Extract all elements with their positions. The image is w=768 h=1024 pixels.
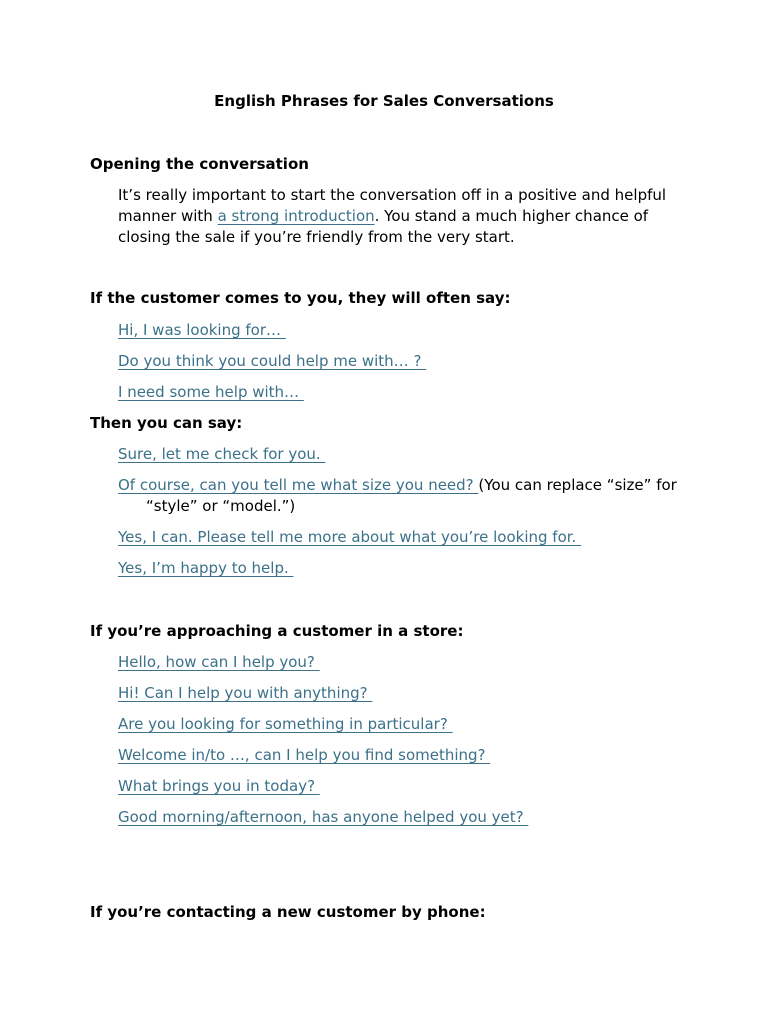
phrase-link[interactable]: Good morning/afternoon, has anyone helped you yet? (118, 808, 529, 826)
phrase-item (118, 714, 678, 735)
heading-approaching: If you’re approaching a customer in a store: (90, 622, 464, 640)
size-note: (You can replace “size” for “style” or “model.”) (146, 476, 677, 515)
phrase-item (118, 745, 678, 766)
phrase-link[interactable]: Hello, how can I help you? (118, 653, 320, 671)
phrase-link[interactable]: What brings you in today? (118, 777, 320, 795)
heading-customer-comes: If the customer comes to you, they will often say: (90, 289, 511, 307)
phrase-item (118, 776, 678, 797)
phrase-item (118, 558, 678, 579)
phrase-item (118, 683, 678, 704)
phrase-link[interactable]: Sure, let me check for you. (118, 445, 326, 463)
phrase-item (118, 444, 678, 465)
opening-text-after: . You stand a much higher chance of closing the sale if you’re friendly from the very start. (118, 207, 649, 246)
opening-text-before: It’s really important to start the conversation off in a positive and helpful manner with (118, 186, 667, 225)
heading-phone: If you’re contacting a new customer by phone: (90, 903, 486, 921)
phrase-link[interactable]: Yes, I can. Please tell me more about what you’re looking for. (118, 528, 582, 546)
phrase-item (118, 382, 678, 403)
phrase-item (118, 527, 678, 548)
opening-paragraph (118, 185, 678, 248)
heading-opening: Opening the conversation (90, 155, 309, 173)
heading-then-say: Then you can say: (90, 414, 243, 432)
phrase-link[interactable]: Hi! Can I help you with anything? (118, 684, 373, 702)
phrase-link[interactable]: Do you think you could help me with… ? (118, 352, 427, 370)
phrase-item (118, 320, 678, 341)
phrase-item (118, 652, 678, 673)
phrase-item (118, 351, 678, 372)
phrase-item (118, 807, 678, 828)
phrase-link[interactable]: Are you looking for something in particular? (118, 715, 453, 733)
phrase-link[interactable]: I need some help with… (118, 383, 304, 401)
strong-introduction-link[interactable]: a strong introduction (217, 207, 375, 225)
phrase-link[interactable]: Of course, can you tell me what size you need? (118, 476, 479, 494)
phrase-link[interactable]: Hi, I was looking for… (118, 321, 286, 339)
phrase-link[interactable]: Yes, I’m happy to help. (118, 559, 294, 577)
document-title: English Phrases for Sales Conversations (214, 92, 554, 110)
phrase-link[interactable]: Welcome in/to …, can I help you find something? (118, 746, 491, 764)
phrase-item (118, 475, 691, 517)
